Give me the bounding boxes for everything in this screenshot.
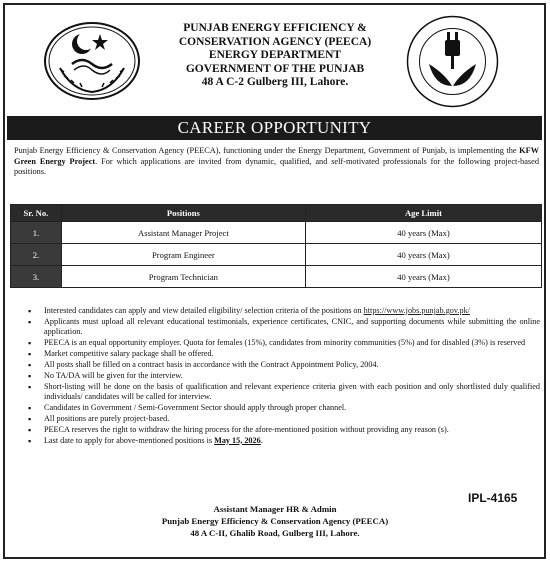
list-item: ▪ No TA/DA will be given for the interview.	[28, 371, 540, 381]
bullet-text: Last date to apply for above-mentioned positions is	[44, 435, 215, 445]
row-age-limit: 40 years (Max)	[305, 266, 541, 288]
list-item: ▪ All posts shall be filled on a contract basis in accordance with the Contract Appointment Policy, 2004.	[28, 360, 540, 370]
list-item: ▪ Applicants must upload all relevant educational testimonials, experience certificates, CNIC, and supporting documents while submitting the online application.	[28, 317, 540, 338]
header-line-1: PUNJAB ENERGY EFFICIENCY &	[183, 22, 367, 34]
row-sr-no: 1.	[11, 222, 62, 244]
bullet-text-end: .	[260, 435, 263, 445]
table-header-row	[11, 205, 542, 222]
intro-text-2: . For which applications are invited from dynamic, qualified, and self-motivated professionals for the following project-based positions.	[14, 156, 539, 177]
header-line-2: CONSERVATION AGENCY (PEECA)	[178, 35, 372, 48]
footer-line-1: Assistant Manager HR & Admin	[213, 504, 337, 514]
bullet-text: Interested candidates can apply and view detailed eligibility/ selection criteria of the positions on	[44, 306, 364, 315]
footer-line-2: Punjab Energy Efficiency & Conservation Agency (PEECA)	[161, 515, 389, 526]
list-item: ▪ PEECA is an equal opportunity employer. Quota for females (15%), candidates from minority communities (5%) and for disabled (3%) is reserved	[28, 338, 540, 348]
agency-header	[150, 22, 400, 90]
instructions-list	[28, 306, 540, 446]
list-item	[28, 306, 540, 316]
table-row	[11, 222, 542, 244]
row-position: Assistant Manager Project	[61, 222, 305, 244]
list-item: ▪ Market competitive salary package shall be offered.	[28, 349, 540, 359]
list-item: ▪ All positions are purely project-based.	[28, 414, 540, 424]
column-header-age-limit: Age Limit	[305, 205, 541, 222]
project-name: KFW Green Energy Project	[14, 146, 539, 166]
column-header-sr-no: Sr. No.	[11, 205, 62, 222]
positions-table	[10, 204, 542, 288]
last-date: May 15, 2026	[214, 435, 261, 445]
reference-code: IPL-4165	[468, 491, 518, 505]
row-sr-no: 2.	[11, 244, 62, 266]
table-row	[11, 266, 542, 288]
intro-text-1: Punjab Energy Efficiency & Conservation Agency (PEECA), functioning under the Energy Department, Government of Punjab, is implementing the	[14, 146, 520, 155]
table-row	[11, 244, 542, 266]
header-line-3: ENERGY DEPARTMENT	[208, 49, 342, 61]
punjab-government-logo	[42, 20, 142, 102]
intro-paragraph	[14, 146, 539, 178]
list-item: ▪ Short-listing will be done on the basis of qualification and relevant experience criteria given with each position and only shortlisted duly qualified individuals/ candidates will be called for interview.	[28, 382, 540, 403]
row-age-limit: 40 years (Max)	[305, 244, 541, 266]
career-opportunity-banner: CAREER OPPORTUNITY	[7, 116, 542, 140]
list-item: ▪ Candidates in Government / Semi-Government Sector should apply through proper channel.	[28, 403, 540, 413]
row-age-limit: 40 years (Max)	[305, 222, 541, 244]
peeca-logo	[405, 14, 500, 109]
header-line-4: GOVERNMENT OF THE PUNJAB	[185, 62, 365, 75]
footer-contact	[100, 504, 450, 539]
row-position: Program Technician	[61, 266, 305, 288]
row-position: Program Engineer	[61, 244, 305, 266]
row-sr-no: 3.	[11, 266, 62, 288]
footer-line-3: 48 A C-II, Ghalib Road, Gulberg III, Lahore.	[190, 527, 360, 538]
list-item	[28, 436, 540, 446]
jobs-portal-link[interactable]: https://www.jobs.punjab.gov.pk/	[363, 306, 470, 315]
list-item: ▪ PEECA reserves the right to withdraw the hiring process for the afore-mentioned position without providing any reason (s).	[28, 425, 540, 435]
column-header-positions: Positions	[61, 205, 305, 222]
header-line-5: 48 A C-2 Gulberg III, Lahore.	[201, 76, 349, 88]
